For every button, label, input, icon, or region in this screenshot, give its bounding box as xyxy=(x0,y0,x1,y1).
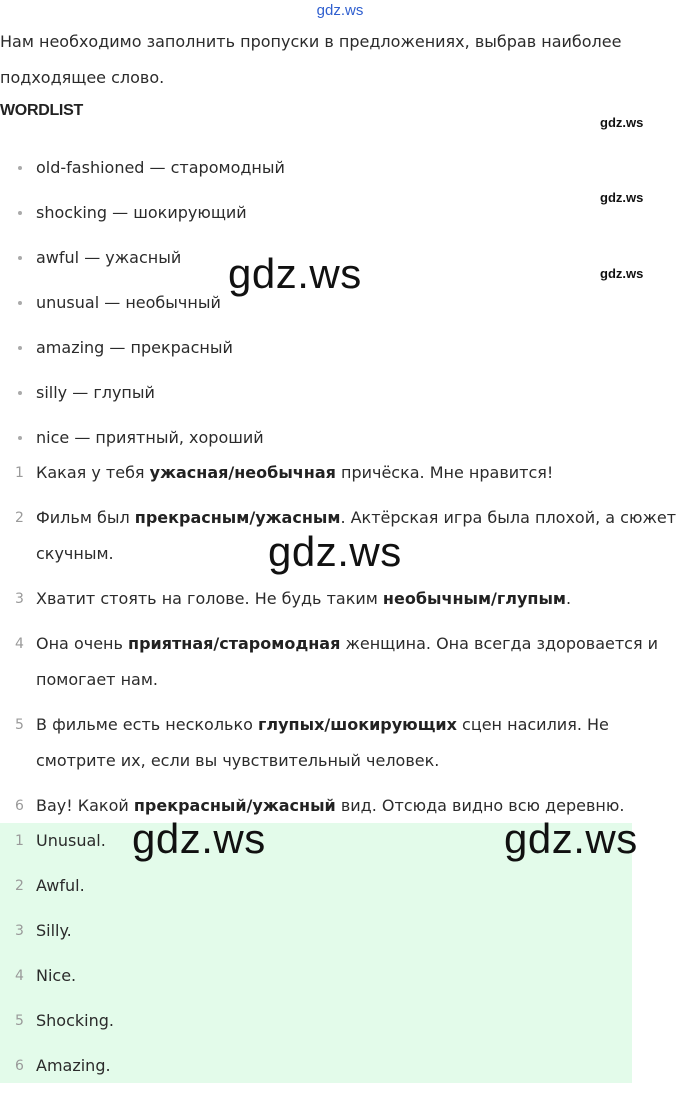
question-number: 1 xyxy=(15,465,24,481)
question-options: приятная/старомодная xyxy=(128,634,341,653)
question-text-after: . Актёрская игра была плохой, а сюжет скучным. xyxy=(36,508,677,563)
answer-item xyxy=(0,1003,632,1048)
watermark-small: gdz.ws xyxy=(600,190,644,205)
wordlist-item xyxy=(0,375,285,420)
question-options: прекрасным/ужасным xyxy=(134,508,341,527)
bullet-icon xyxy=(18,166,22,170)
question-text-after: сцен насилия. Не смотрите их, если вы чувствительный человек. xyxy=(36,715,609,770)
wordlist-item-text: awful — ужасный xyxy=(36,248,182,267)
wordlist-item-text: unusual — необычный xyxy=(36,293,221,312)
watermark-top: gdz.ws xyxy=(316,2,364,19)
question-text-before: Вау! Какой xyxy=(36,796,134,815)
answer-number: 3 xyxy=(15,923,24,939)
answer-text: Amazing. xyxy=(36,1056,111,1075)
answer-item xyxy=(0,913,632,958)
watermark-small: gdz.ws xyxy=(600,266,644,281)
wordlist-item-text: old-fashioned — старомодный xyxy=(36,158,285,177)
question-item xyxy=(0,626,680,698)
question-item xyxy=(0,707,680,779)
wordlist-item xyxy=(0,195,285,240)
wordlist-heading: WORDLIST xyxy=(0,102,83,119)
question-text-after: женщина. Она всегда здоровается и помогает нам. xyxy=(36,634,659,689)
bullet-icon xyxy=(18,211,22,215)
bullet-icon xyxy=(18,391,22,395)
answer-number: 4 xyxy=(15,968,24,984)
answer-item xyxy=(0,958,632,1003)
wordlist-item-text: silly — глупый xyxy=(36,383,155,402)
question-text-after: причёска. Мне нравится! xyxy=(335,463,554,482)
bullet-icon xyxy=(18,256,22,260)
watermark-large: gdz.ws xyxy=(228,250,362,297)
question-text-before: Какая у тебя xyxy=(36,463,150,482)
question-options: прекрасный/ужасный xyxy=(133,796,336,815)
question-text-before: Фильм был xyxy=(36,508,135,527)
question-options: глупых/шокирующих xyxy=(258,715,457,734)
wordlist-item xyxy=(0,330,285,375)
answer-text: Awful. xyxy=(36,876,85,895)
answer-text: Unusual. xyxy=(36,831,106,850)
wordlist-item-text: nice — приятный, хороший xyxy=(36,428,264,447)
wordlist-item-text: amazing — прекрасный xyxy=(36,338,233,357)
question-options: необычным/глупым xyxy=(382,589,566,608)
wordlist-item-text: shocking — шокирующий xyxy=(36,203,247,222)
answer-item xyxy=(0,868,632,913)
wordlist-item xyxy=(0,150,285,195)
watermark-large: gdz.ws xyxy=(132,815,266,862)
question-number: 4 xyxy=(15,636,24,652)
question-number: 5 xyxy=(15,717,24,733)
answer-number: 2 xyxy=(15,878,24,894)
answer-text: Nice. xyxy=(36,966,77,985)
question-number: 6 xyxy=(15,798,24,814)
watermark-small: gdz.ws xyxy=(600,115,644,130)
task-instruction: Нам необходимо заполнить пропуски в предложениях, выбрав наиболее подходящее слово. xyxy=(0,32,622,87)
answer-item xyxy=(0,1048,632,1093)
question-text-after: . xyxy=(566,589,572,608)
question-text-before: В фильме есть несколько xyxy=(36,715,259,734)
question-item xyxy=(0,581,680,617)
answers-list xyxy=(0,823,632,1093)
watermark-large: gdz.ws xyxy=(504,815,638,862)
bullet-icon xyxy=(18,436,22,440)
answer-number: 5 xyxy=(15,1013,24,1029)
question-item xyxy=(0,455,680,491)
answer-number: 6 xyxy=(15,1058,24,1074)
question-text-after: вид. Отсюда видно всю деревню. xyxy=(335,796,625,815)
question-number: 3 xyxy=(15,591,24,607)
bullet-icon xyxy=(18,346,22,350)
question-options: ужасная/необычная xyxy=(149,463,336,482)
answer-number: 1 xyxy=(15,833,24,849)
answer-text: Silly. xyxy=(36,921,72,940)
question-text-before: Хватит стоять на голове. Не будь таким xyxy=(36,589,383,608)
bullet-icon xyxy=(18,301,22,305)
wordlist xyxy=(0,150,285,465)
answer-text: Shocking. xyxy=(36,1011,114,1030)
question-text-before: Она очень xyxy=(36,634,129,653)
watermark-large: gdz.ws xyxy=(268,528,402,575)
question-number: 2 xyxy=(15,510,24,526)
questions-list xyxy=(0,455,680,833)
